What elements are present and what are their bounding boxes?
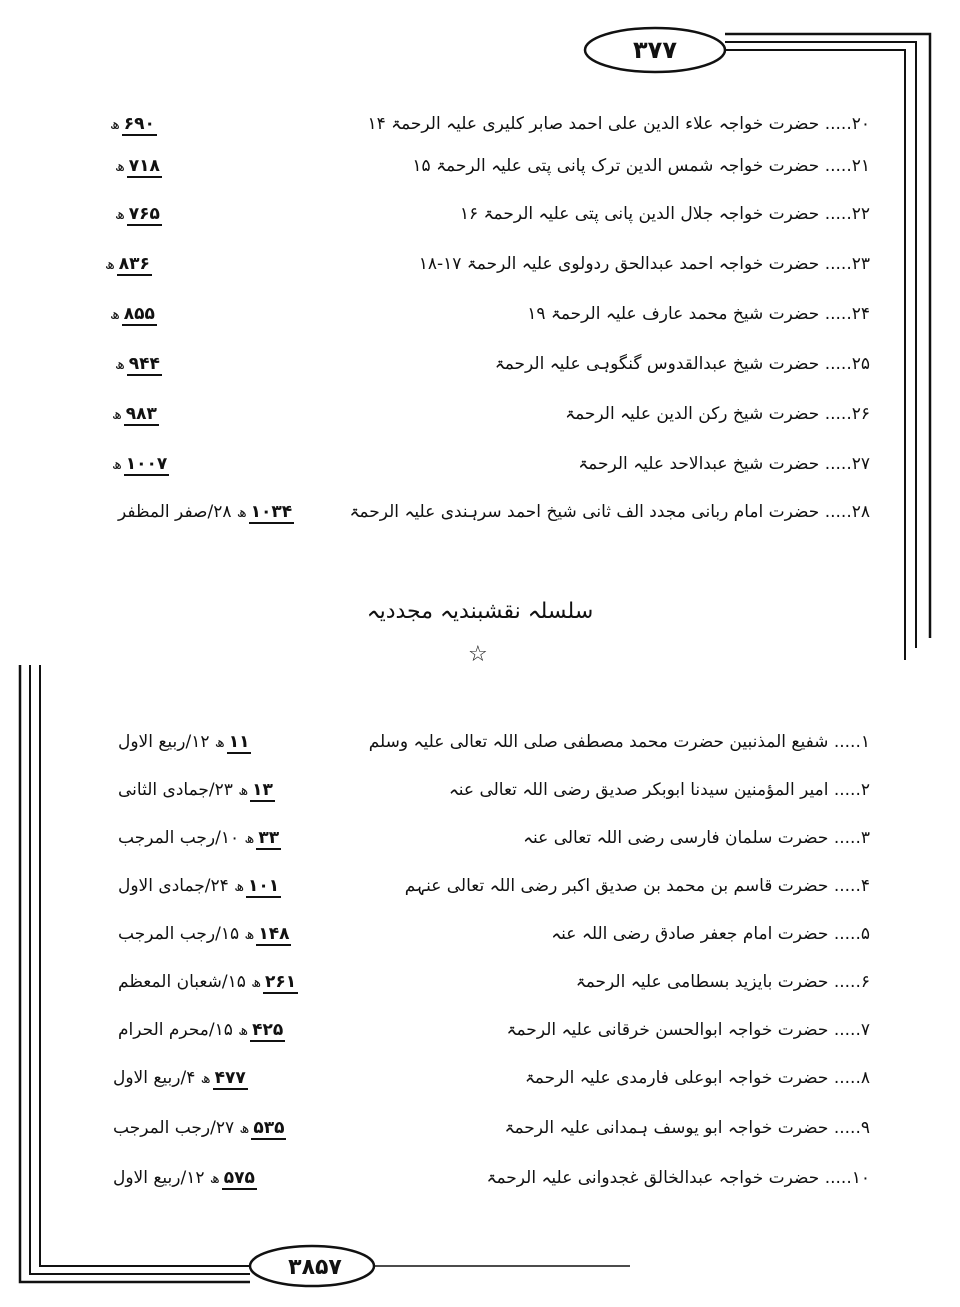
list-item <box>0 106 960 142</box>
entry-date: ۷۶۵ھ <box>115 204 160 224</box>
section-heading: سلسلہ نقشبندیہ مجددیہ <box>366 599 594 624</box>
entry-date: ۶۹۰ھ <box>110 114 155 134</box>
list-item <box>0 346 960 382</box>
list-item <box>0 1012 960 1048</box>
list-item <box>0 494 960 530</box>
entry-name: ۲۸..... حضرت امام ربانی مجدد الف ثانی شیخ احمد سرہندی علیہ الرحمۃ <box>349 502 870 522</box>
list-item <box>0 868 960 904</box>
list-item <box>0 964 960 1000</box>
entry-date: ۷۱۸ھ <box>115 156 160 176</box>
entry-name: ۳..... حضرت سلمان فارسی رضی اللہ تعالی عنہ <box>523 828 870 848</box>
entry-date: ۱۰۳۴ھ ۲۸/صفر المظفر <box>118 502 293 522</box>
page-number-top: ۳۷۷ <box>633 36 677 64</box>
entry-date: ۸۵۵ھ <box>110 304 155 324</box>
list-item <box>0 724 960 760</box>
list-item <box>0 148 960 184</box>
list-item <box>0 820 960 856</box>
entry-name: ۲۱..... حضرت خواجہ شمس الدین ترک پانی پتی علیہ الرحمۃ ۱۵ <box>412 156 870 176</box>
entry-date: ۹۴۴ھ <box>115 354 160 374</box>
entry-date: ۱۰۱ھ ۲۴/جمادی الاول <box>118 876 280 896</box>
star-icon: ☆ <box>468 642 488 667</box>
list-item <box>0 1110 960 1146</box>
entry-name: ۲۶..... حضرت شیخ رکن الدین علیہ الرحمۃ <box>565 404 870 424</box>
list-item <box>0 916 960 952</box>
entry-name: ۲۴..... حضرت شیخ محمد عارف علیہ الرحمۃ ۱۹ <box>527 304 870 324</box>
entry-name: ۲..... امیر المؤمنین سیدنا ابوبکر صدیق رضی اللہ تعالی عنہ <box>448 780 870 800</box>
entry-date: ۵۷۵ھ ۱۲/ربیع الاول <box>113 1168 255 1188</box>
entry-name: ۲۳..... حضرت خواجہ احمد عبدالحق ردولوی علیہ الرحمۃ ۱۷-۱۸ <box>418 254 870 274</box>
entry-date: ۹۸۳ھ <box>112 404 157 424</box>
entry-date: ۳۳ھ ۱۰/رجب المرجب <box>118 828 280 848</box>
entry-date: ۴۷۷ھ ۴/ربیع الاول <box>113 1068 246 1088</box>
page-number-bottom: ۳۸۵۷ <box>288 1255 342 1280</box>
list-item <box>0 396 960 432</box>
list-item <box>0 196 960 232</box>
list-item <box>0 446 960 482</box>
entry-name: ۲۵..... حضرت شیخ عبدالقدوس گنگوہی علیہ الرحمۃ <box>494 354 870 374</box>
entry-name: ۲۲..... حضرت خواجہ جلال الدین پانی پتی علیہ الرحمۃ ۱۶ <box>459 204 870 224</box>
entry-date: ۵۳۵ھ ۲۷/رجب المرجب <box>113 1118 285 1138</box>
entry-name: ۸..... حضرت خواجہ ابوعلی فارمدی علیہ الرحمۃ <box>524 1068 870 1088</box>
list-item <box>0 1160 960 1196</box>
entry-date: ۱۳ھ ۲۳/جمادی الثانی <box>118 780 273 800</box>
list-item <box>0 296 960 332</box>
list-item <box>0 772 960 808</box>
entry-name: ۶..... حضرت بایزید بسطامی علیہ الرحمۃ <box>575 972 870 992</box>
entry-date: ۸۳۶ھ <box>105 254 150 274</box>
entry-date: ۴۲۵ھ ۱۵/محرم الحرام <box>118 1020 284 1040</box>
entry-date: ۱۰۰۷ھ <box>112 454 168 474</box>
entry-name: ۷..... حضرت خواجہ ابوالحسن خرقانی علیہ الرحمۃ <box>506 1020 870 1040</box>
entry-name: ۹..... حضرت خواجہ ابو یوسف ہمدانی علیہ الرحمۃ <box>504 1118 870 1138</box>
entry-date: ۲۶۱ھ ۱۵/شعبان المعظم <box>118 972 297 992</box>
list-item <box>0 1060 960 1096</box>
entry-name: ۱۰..... حضرت خواجہ عبدالخالق غجدوانی علیہ الرحمۃ <box>486 1168 870 1188</box>
entry-date: ۱۱ھ ۱۲/ربیع الاول <box>118 732 250 752</box>
list-item <box>0 246 960 282</box>
entry-name: ۲۰..... حضرت خواجہ علاء الدین علی احمد صابر کلیری علیہ الرحمۃ ۱۴ <box>367 114 870 134</box>
entry-name: ۴..... حضرت قاسم بن محمد بن صدیق اکبر رضی اللہ تعالی عنہم <box>404 876 870 896</box>
entry-name: ۲۷..... حضرت شیخ عبدالاحد علیہ الرحمۃ <box>578 454 870 474</box>
entry-name: ۵..... حضرت امام جعفر صادق رضی اللہ عنہ <box>551 924 870 944</box>
entry-date: ۱۴۸ھ ۱۵/رجب المرجب <box>118 924 290 944</box>
entry-name: ۱..... شفیع المذنبین حضرت محمد مصطفی صلی اللہ تعالی علیہ وسلم <box>368 732 870 752</box>
